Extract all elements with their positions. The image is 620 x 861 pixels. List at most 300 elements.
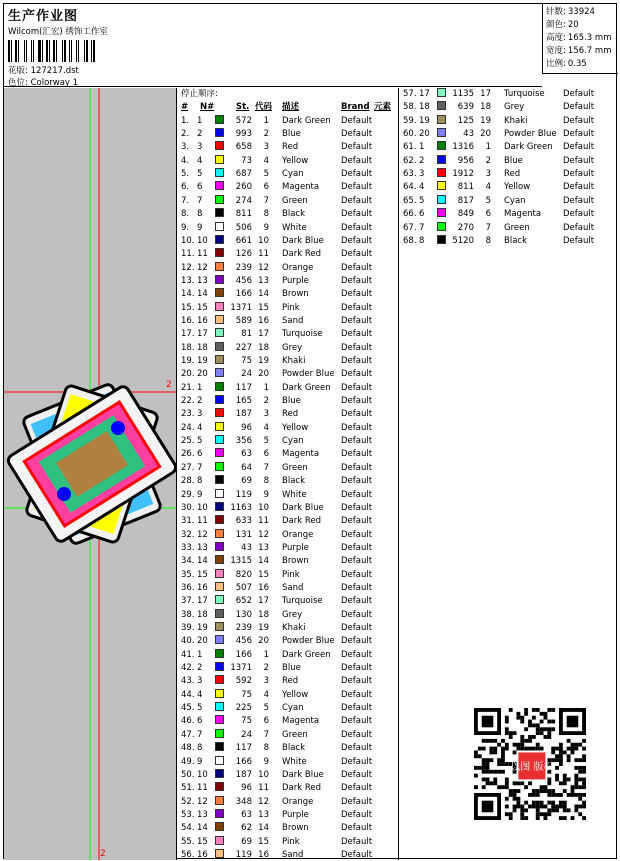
stop-stitches: 1316 [452, 142, 474, 153]
stop-code: 1 [263, 382, 269, 393]
stop-index: 3. [181, 142, 190, 153]
qr-module [555, 808, 559, 812]
color-swatch [215, 649, 224, 658]
stop-code: 10 [258, 502, 269, 513]
qr-module [532, 801, 536, 805]
stop-brand: Default [341, 115, 373, 126]
qr-module [563, 789, 567, 793]
stop-brand: Default [341, 329, 373, 340]
stop-stitches: 274 [235, 195, 252, 206]
stop-needle: 7 [197, 195, 203, 206]
stop-description: Cyan [282, 703, 304, 714]
stop-index: 23. [181, 409, 195, 420]
stop-stitches: 356 [235, 436, 252, 447]
stop-stitches: 96 [241, 783, 252, 794]
stop-index: 40. [181, 636, 195, 647]
qr-module [505, 778, 509, 782]
stop-description: Dark Red [282, 783, 322, 794]
marker-top: 2 [166, 380, 172, 390]
color-swatch [215, 609, 224, 618]
color-swatch [215, 235, 224, 244]
table-row [178, 756, 398, 769]
stop-description: Purple [282, 809, 309, 820]
color-swatch [215, 408, 224, 417]
stop-description: Grey [504, 102, 525, 113]
stop-description: White [282, 756, 307, 767]
stop-brand: Default [341, 315, 373, 326]
qr-module [536, 812, 540, 816]
stop-brand: Default [341, 155, 373, 166]
qr-module [528, 723, 532, 727]
stop-brand: Default [341, 769, 373, 780]
color-swatch [437, 168, 446, 177]
table-row [178, 515, 398, 528]
table-row [400, 88, 618, 101]
stop-brand: Default [341, 422, 373, 433]
stop-needle: 6 [419, 209, 425, 220]
qr-module [532, 805, 536, 809]
stop-index: 19. [181, 356, 195, 366]
color-swatch [215, 275, 224, 284]
stop-stitches: 227 [235, 342, 252, 353]
stop-description: Blue [282, 129, 301, 140]
qr-module [482, 770, 486, 774]
stop-needle: 8 [197, 209, 203, 220]
stop-needle: 2 [419, 155, 425, 166]
stop-needle: 4 [197, 689, 203, 700]
stop-code: 9 [263, 489, 269, 500]
stop-stitches: 117 [235, 382, 252, 393]
qr-module [582, 816, 586, 820]
color-swatch [437, 208, 446, 217]
qr-module [520, 781, 524, 785]
stop-brand: Default [341, 676, 373, 687]
qr-module [540, 785, 544, 789]
stop-brand: Default [341, 369, 373, 380]
color-swatch [215, 208, 224, 217]
stop-code: 5 [485, 195, 491, 206]
stop-description: Dark Red [282, 516, 322, 527]
table-row [400, 195, 618, 208]
qr-module [478, 747, 482, 751]
table-row [178, 489, 398, 502]
table-row [178, 702, 398, 715]
stop-needle: 13 [197, 275, 208, 286]
qr-module [559, 762, 563, 766]
color-swatch [215, 489, 224, 498]
stop-brand: Default [341, 689, 373, 700]
qr-module [540, 812, 544, 816]
qr-module [559, 781, 563, 785]
stop-description: Cyan [282, 169, 304, 180]
stop-description: Orange [282, 796, 314, 807]
stop-needle: 1 [197, 115, 203, 126]
qr-module [544, 789, 548, 793]
stop-needle: 19 [197, 356, 208, 366]
stop-description: Dark Green [282, 382, 331, 393]
qr-module [540, 720, 544, 724]
qr-module [536, 801, 540, 805]
stop-needle: 5 [197, 703, 203, 714]
stat-row [546, 6, 618, 19]
color-swatch [215, 302, 224, 311]
stop-code: 9 [263, 222, 269, 233]
qr-module [582, 805, 586, 809]
qr-module [567, 778, 571, 782]
stop-stitches: 572 [235, 115, 252, 126]
stop-index: 8. [181, 209, 190, 220]
color-swatch [215, 475, 224, 484]
stop-needle: 7 [197, 729, 203, 740]
stop-code: 4 [263, 422, 269, 433]
table-row [400, 115, 618, 128]
stop-brand: Default [341, 396, 373, 407]
qr-module [540, 805, 544, 809]
color-swatch [215, 315, 224, 324]
design-svg [4, 88, 177, 860]
qr-module [505, 716, 509, 720]
stop-description: Black [282, 209, 305, 220]
stop-description: Magenta [282, 182, 320, 193]
table-row [178, 88, 398, 101]
table-row [178, 342, 398, 355]
stop-needle: 1 [197, 649, 203, 660]
stop-description: White [282, 222, 307, 233]
qr-module [536, 793, 540, 797]
stop-code: 20 [258, 636, 269, 647]
stop-needle: 19 [197, 623, 208, 633]
stop-description: Blue [504, 155, 523, 166]
stat-value: 20 [567, 20, 579, 30]
qr-module [578, 785, 582, 789]
qr-module [536, 747, 540, 751]
color-swatch [215, 675, 224, 684]
stop-needle: 2 [197, 663, 203, 674]
stop-index: 58. [403, 102, 417, 113]
qr-module [536, 808, 540, 812]
qr-module [551, 727, 555, 731]
stop-stitches: 270 [457, 222, 474, 233]
qr-module [509, 816, 513, 820]
stop-description: Brown [282, 556, 309, 567]
stop-description: Magenta [282, 449, 320, 460]
stop-index: 60. [403, 129, 417, 140]
stop-needle: 5 [197, 169, 203, 180]
stop-stitches: 75 [241, 689, 252, 700]
stop-description: Powder Blue [282, 636, 335, 647]
qr-module [563, 816, 567, 820]
stop-stitches: 592 [235, 676, 252, 687]
table-row [178, 408, 398, 421]
stop-brand: Default [563, 182, 595, 193]
qr-module [563, 774, 567, 778]
stop-stitches: 117 [235, 743, 252, 754]
stop-needle: 12 [197, 262, 208, 273]
stop-stitches: 507 [235, 582, 252, 593]
stop-code: 2 [263, 129, 269, 140]
qr-module [489, 758, 493, 762]
color-stop-table-1 [178, 88, 399, 860]
qr-module [582, 766, 586, 770]
qr-module [563, 805, 567, 809]
qr-module [509, 708, 513, 712]
stop-stitches: 43 [463, 129, 474, 140]
qr-module [505, 812, 509, 816]
stop-index: 20. [181, 369, 195, 380]
stop-stitches: 225 [235, 703, 252, 714]
qr-module [501, 758, 505, 762]
qr-module [578, 758, 582, 762]
table-row [178, 288, 398, 301]
color-swatch [437, 128, 446, 137]
qr-module [578, 743, 582, 747]
stop-needle: 17 [197, 596, 208, 607]
stop-needle: 9 [197, 756, 203, 767]
table-row [178, 769, 398, 782]
qr-module [540, 727, 544, 731]
stop-description: Pink [282, 836, 300, 847]
stop-code: 17 [258, 329, 269, 340]
qr-module [559, 754, 563, 758]
stop-needle: 3 [197, 142, 203, 153]
qr-module [574, 805, 578, 809]
stop-stitches: 348 [235, 796, 252, 807]
qr-module [582, 770, 586, 774]
col-header-index: # [181, 102, 189, 113]
table-row [400, 128, 618, 141]
stop-stitches: 166 [235, 289, 252, 300]
stop-index: 62. [403, 155, 417, 166]
stop-description: Green [504, 222, 530, 233]
table-row [178, 595, 398, 608]
stop-needle: 2 [197, 129, 203, 140]
stop-code: 8 [263, 743, 269, 754]
stop-description: Black [282, 743, 305, 754]
stop-description: Khaki [504, 115, 528, 126]
col-header-element: 元素 [374, 102, 392, 113]
stop-brand: Default [341, 449, 373, 460]
stop-brand: Default [341, 356, 373, 366]
stop-code: 12 [258, 529, 269, 540]
qr-module [516, 743, 520, 747]
stop-index: 2. [181, 129, 190, 140]
color-swatch [215, 515, 224, 524]
qr-module [497, 785, 501, 789]
stop-brand: Default [341, 142, 373, 153]
stop-index: 4. [181, 155, 190, 166]
stop-needle: 1 [197, 382, 203, 393]
qr-module [474, 750, 478, 754]
table-row [178, 662, 398, 675]
qr-module [474, 785, 478, 789]
color-swatch [215, 222, 224, 231]
table-row [178, 809, 398, 822]
stop-index: 65. [403, 195, 417, 206]
stop-description: Magenta [282, 716, 320, 727]
stop-index: 63. [403, 169, 417, 180]
qr-module [486, 766, 490, 770]
stop-code: 18 [258, 342, 269, 353]
stop-brand: Default [341, 502, 373, 513]
stop-index: 10. [181, 235, 195, 246]
stop-index: 24. [181, 422, 195, 433]
stop-index: 7. [181, 195, 190, 206]
stop-index: 27. [181, 462, 195, 473]
qr-module [516, 805, 520, 809]
stop-needle: 13 [197, 542, 208, 553]
qr-module [532, 708, 536, 712]
stop-code: 13 [258, 542, 269, 553]
qr-module [486, 762, 490, 766]
qr-module [559, 758, 563, 762]
stop-description: Black [282, 476, 305, 487]
qr-module [574, 747, 578, 751]
qr-module [559, 801, 563, 805]
stop-stitches: 1371 [230, 302, 252, 313]
stop-index: 21. [181, 382, 195, 393]
qr-module [582, 758, 586, 762]
stop-code: 18 [258, 609, 269, 620]
stop-stitches: 820 [235, 569, 252, 580]
stop-code: 13 [258, 275, 269, 286]
qr-module [489, 781, 493, 785]
qr-module [582, 747, 586, 751]
qr-module [501, 747, 505, 751]
qr-module [520, 739, 524, 743]
table-row [178, 262, 398, 275]
stop-index: 46. [181, 716, 195, 727]
stop-code: 6 [263, 182, 269, 193]
qr-module [544, 805, 548, 809]
qr-module [505, 762, 509, 766]
stop-needle: 2 [197, 396, 203, 407]
qr-module [497, 743, 501, 747]
qr-module [497, 770, 501, 774]
stop-index: 33. [181, 542, 195, 553]
stat-label: 高度: [546, 33, 566, 43]
stop-needle: 14 [197, 289, 208, 300]
qr-module [540, 747, 544, 751]
table-row [178, 622, 398, 635]
stop-description: Blue [282, 663, 301, 674]
stop-stitches: 126 [235, 249, 252, 260]
design-preview[interactable] [4, 88, 177, 860]
stop-description: Dark Blue [282, 502, 324, 513]
qr-module [559, 743, 563, 747]
stop-stitches: 62 [241, 823, 252, 834]
stop-stitches: 73 [241, 155, 252, 166]
stop-brand: Default [341, 129, 373, 140]
qr-module [544, 716, 548, 720]
stop-description: Black [504, 235, 527, 246]
color-swatch [215, 435, 224, 444]
color-swatch [215, 569, 224, 578]
qr-module [555, 774, 559, 778]
stop-index: 51. [181, 783, 195, 794]
stop-needle: 11 [197, 249, 208, 260]
qr-module [520, 816, 524, 820]
stop-code: 7 [263, 195, 269, 206]
stop-code: 16 [258, 849, 269, 860]
table-row [178, 555, 398, 568]
stop-code: 9 [263, 756, 269, 767]
stop-description: Turquoise [504, 89, 545, 99]
stop-brand: Default [563, 115, 595, 126]
heart-glyph-2 [111, 421, 125, 435]
color-swatch [215, 635, 224, 644]
qr-module [520, 743, 524, 747]
table-row [400, 141, 618, 154]
table-row [178, 635, 398, 648]
qr-module [528, 805, 532, 809]
stop-code: 5 [263, 169, 269, 180]
stat-value: 156.7 mm [567, 46, 612, 56]
table-row [178, 195, 398, 208]
stop-stitches: 687 [235, 169, 252, 180]
stop-brand: Default [341, 436, 373, 447]
stop-description: Sand [282, 315, 304, 326]
stop-description: Sand [282, 582, 304, 593]
color-swatch [215, 595, 224, 604]
stop-needle: 14 [197, 823, 208, 834]
color-swatch [215, 836, 224, 845]
qr-module [559, 816, 563, 820]
qr-module [505, 805, 509, 809]
stop-index: 1. [181, 115, 190, 126]
qr-module [551, 805, 555, 809]
stop-needle: 10 [197, 502, 208, 513]
qr-module [532, 723, 536, 727]
stop-description: Green [282, 462, 308, 473]
stop-stitches: 24 [241, 369, 252, 380]
stop-index: 52. [181, 796, 195, 807]
stop-index: 13. [181, 275, 195, 286]
color-swatch [215, 715, 224, 724]
col-header-code: 代码 [255, 102, 273, 113]
stop-description: Turquoise [282, 596, 323, 607]
stat-row [546, 58, 618, 71]
page-title: 生产作业图 [8, 9, 79, 24]
qr-module [547, 720, 551, 724]
stop-code: 16 [258, 315, 269, 326]
color-swatch [215, 849, 224, 858]
qr-module [516, 801, 520, 805]
stop-description: Brown [282, 823, 309, 834]
color-swatch [215, 195, 224, 204]
stop-code: 17 [480, 89, 491, 99]
qr-module [497, 762, 501, 766]
qr-module [516, 789, 520, 793]
qr-module [493, 770, 497, 774]
stop-stitches: 130 [235, 609, 252, 620]
qr-stamp-text: 以图 版权 [510, 761, 554, 773]
stop-description: Turquoise [282, 329, 323, 340]
qr-finder [482, 801, 494, 813]
stop-description: White [282, 489, 307, 500]
stop-index: 30. [181, 502, 195, 513]
stop-stitches: 5120 [452, 235, 474, 246]
stop-stitches: 456 [235, 636, 252, 647]
cards-artwork [6, 383, 177, 545]
table-row [178, 569, 398, 582]
table-row [178, 689, 398, 702]
file-line [8, 64, 79, 76]
qr-module [486, 781, 490, 785]
qr-module [582, 785, 586, 789]
color-swatch [437, 101, 446, 110]
stop-stitches: 119 [235, 849, 252, 860]
color-swatch [437, 181, 446, 190]
